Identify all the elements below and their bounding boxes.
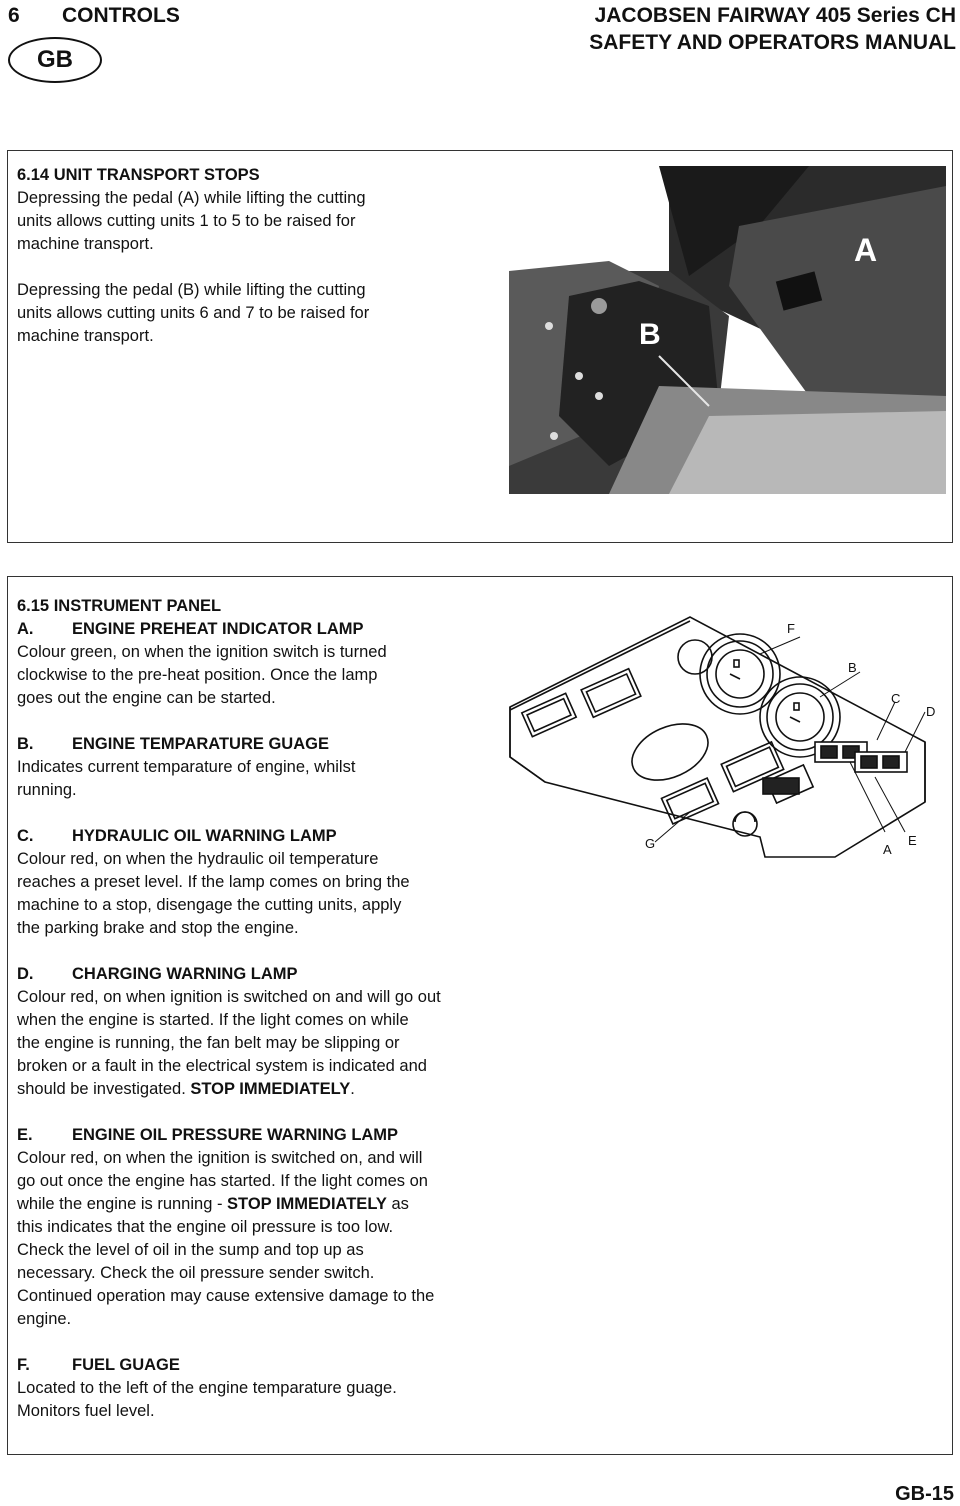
- page-number: GB-15: [895, 1483, 954, 1505]
- item-a-heading: A. ENGINE PREHEAT INDICATOR LAMP: [17, 620, 364, 638]
- para-line: Check the level of oil in the sump and top up as: [17, 1241, 364, 1259]
- para-line: Depressing the pedal (A) while lifting the cutting: [17, 189, 366, 207]
- item-f-heading: F. FUEL GUAGE: [17, 1356, 180, 1374]
- photo-label-a: A: [854, 232, 878, 268]
- transport-stop-pedals-photo: [509, 166, 946, 494]
- para-line-mixed: while the engine is running - STOP IMMEDIATELY as: [17, 1195, 409, 1213]
- para-line: Monitors fuel level.: [17, 1402, 155, 1420]
- item-b-heading: B. ENGINE TEMPARATURE GUAGE: [17, 735, 329, 753]
- para-line: Indicates current temparature of engine, whilst: [17, 758, 356, 776]
- diagram-label-b: B: [848, 660, 857, 675]
- section-6-14-heading: 6.14 UNIT TRANSPORT STOPS: [17, 166, 260, 184]
- section-6-14-text: [17, 164, 497, 348]
- para-line: this indicates that the engine oil pressure is too low.: [17, 1218, 394, 1236]
- language-badge: GB: [8, 37, 102, 83]
- para-line: Colour red, on when the ignition is switched on, and will: [17, 1149, 423, 1167]
- para-line: goes out the engine can be started.: [17, 689, 276, 707]
- instrument-panel-diagram: [505, 612, 945, 862]
- diagram-label-g: G: [645, 836, 656, 851]
- manual-title-line2: SAFETY AND OPERATORS MANUAL: [589, 31, 956, 54]
- para-line-last: should be investigated. STOP IMMEDIATELY.: [17, 1080, 355, 1098]
- item-c-heading: C. HYDRAULIC OIL WARNING LAMP: [17, 827, 337, 845]
- diagram-label-d: D: [926, 704, 936, 719]
- manual-title-line1: JACOBSEN FAIRWAY 405 Series CH: [594, 4, 956, 27]
- item-d-heading: D. CHARGING WARNING LAMP: [17, 965, 298, 983]
- diagram-label-e: E: [908, 833, 917, 848]
- para-line: Located to the left of the engine temparature guage.: [17, 1379, 397, 1397]
- para-line: units allows cutting units 6 and 7 to be raised for: [17, 304, 370, 322]
- para-line: necessary. Check the oil pressure sender switch.: [17, 1264, 375, 1282]
- para-line: the parking brake and stop the engine.: [17, 919, 299, 937]
- para-line: Continued operation may cause extensive damage to the: [17, 1287, 435, 1305]
- section-6-15-heading: 6.15 INSTRUMENT PANEL: [17, 597, 222, 615]
- stop-immediately-warning: STOP IMMEDIATELY: [227, 1195, 387, 1213]
- para-line: machine transport.: [17, 327, 154, 345]
- para-line: Colour red, on when ignition is switched on and will go out: [17, 988, 441, 1006]
- para-line: reaches a preset level. If the lamp comes on bring the: [17, 873, 410, 891]
- para-line: machine to a stop, disengage the cutting units, apply: [17, 896, 402, 914]
- diagram-label-f: F: [787, 621, 795, 636]
- section-title: CONTROLS: [62, 4, 180, 27]
- diagram-label-a: A: [883, 842, 892, 857]
- item-e-heading: E. ENGINE OIL PRESSURE WARNING LAMP: [17, 1126, 399, 1144]
- para-line: when the engine is started. If the light comes on while: [17, 1011, 409, 1029]
- para-line: the engine is running, the fan belt may be slipping or: [17, 1034, 400, 1052]
- para-line: units allows cutting units 1 to 5 to be raised for: [17, 212, 356, 230]
- photo-label-b: B: [639, 318, 661, 351]
- para-line: clockwise to the pre-heat position. Once the lamp: [17, 666, 378, 684]
- para-line: Colour green, on when the ignition switch is turned: [17, 643, 387, 661]
- para-line: engine.: [17, 1310, 72, 1328]
- stop-immediately-warning: STOP IMMEDIATELY: [190, 1080, 351, 1098]
- para-line: Colour red, on when the hydraulic oil temperature: [17, 850, 379, 868]
- section-number: 6: [8, 4, 20, 27]
- section-6-15-text: [17, 595, 497, 1423]
- para-line: machine transport.: [17, 235, 154, 253]
- para-line: Depressing the pedal (B) while lifting the cutting: [17, 281, 366, 299]
- para-line: go out once the engine has started. If the light comes on: [17, 1172, 428, 1190]
- para-line: running.: [17, 781, 77, 799]
- diagram-label-c: C: [891, 691, 901, 706]
- para-line: broken or a fault in the electrical system is indicated and: [17, 1057, 427, 1075]
